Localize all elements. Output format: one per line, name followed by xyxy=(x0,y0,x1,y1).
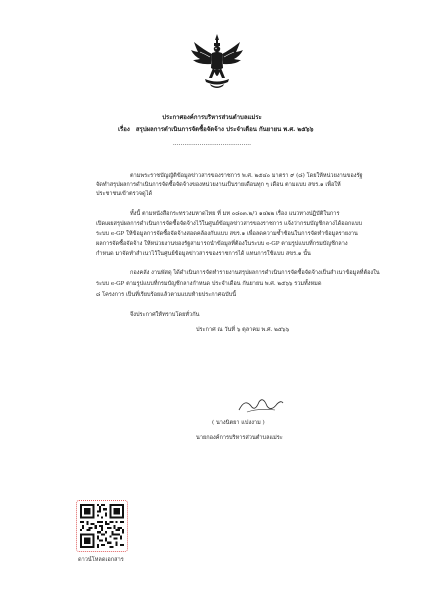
signatory-name: ( นางนิตยา แปงงาม ) xyxy=(212,420,265,426)
announcement-date: ประกาศ ณ วันที่ ๖ ตุลาคม พ.ศ. ๒๕๖๖ xyxy=(196,327,290,333)
paragraph-1-line: จัดทำสรุปผลการดำเนินการจัดซื้อจัดจ้างของหน่วยงานเป็นรายเดือนทุก ๆ เดือน ตามแบบ สขร.๑ เพื่อให้ xyxy=(96,182,341,188)
paragraph-2-line: ผลการจัดซื้อจัดจ้าง ให้หน่วยงานของรัฐสามารถนำข้อมูลที่ต้องในระบบ e-GP ตามรูปแบบที่กรมบัญชีกลาง xyxy=(96,241,348,247)
paragraph-3-line: ๘ โครงการ เป็นที่เรียบร้อยแล้วตามแบบท้ายประกาศฉบับนี้ xyxy=(96,292,237,298)
paragraph-1-line: ประชาชนเข้าตรวจดูได้ xyxy=(96,191,153,197)
qr-caption: ดาวน์โหลดเอกสาร xyxy=(78,557,124,563)
qr-code-icon xyxy=(80,504,124,548)
signature-mark xyxy=(237,394,285,416)
subject-text: สรุปผลการดำเนินการจัดซื้อจัดจ้าง ประจำเดือน กันยายน พ.ศ. ๒๕๖๖ xyxy=(135,126,314,133)
garuda-emblem-icon xyxy=(190,32,244,90)
paragraph-2-line: เปิดเผยสรุปผลการดำเนินการจัดซื้อจัดจ้างไว้ในศูนย์ข้อมูลข่าวสารของราชการ แจ้งว่ากรมบัญชีกลางได้ออกแบบ xyxy=(96,221,363,227)
title-separator: ......................................... xyxy=(172,140,252,147)
document-subject xyxy=(118,124,313,134)
closing-statement: จึงประกาศให้ทราบโดยทั่วกัน xyxy=(130,312,200,318)
document-title: ประกาศองค์การบริหารส่วนตำบลแม่ระ xyxy=(162,114,262,121)
paragraph-1-line: ตามพระราชบัญญัติข้อมูลข่าวสารของราชการ พ.ศ. ๒๕๔๐ มาตรา ๙ (๘) โดยให้หน่วยงานของรัฐ xyxy=(130,173,363,179)
subject-label: เรื่อง xyxy=(118,126,130,133)
paragraph-2-line: กำหนด มาจัดทำสำเนาไว้ในศูนย์ข้อมูลข่าวสารของราชการได้ แทนการใช้แบบ สขร.๑ นั้น xyxy=(96,251,311,257)
signatory-position: นายกองค์การบริหารส่วนตำบลแม่ระ xyxy=(196,435,283,441)
paragraph-2-line: ระบบ e-GP ให้ข้อมูลการจัดซื้อจัดจ้างสอดคล้องกับแบบ สขร.๑ เพื่อลดความซ้ำซ้อนในการจัดทำข้อมูลรายงาน xyxy=(96,231,358,237)
paragraph-3-line: ระบบ e-GP ตามรูปแบบที่กรมบัญชีกลางกำหนด ประจำเดือน กันยายน พ.ศ. ๒๕๖๖ รวมทั้งหมด xyxy=(96,281,322,287)
paragraph-3-line: กองคลัง งานพัสดุ ได้ดำเนินการจัดทำรายงานสรุปผลการดำเนินการจัดซื้อจัดจ้างเป็นสำเนาข้อมูลที่ต้องใน xyxy=(130,270,380,276)
download-qr-code[interactable] xyxy=(76,500,128,552)
paragraph-2-line: ทั้งนี้ ตามหนังสือกระทรวงมหาดไทย ที่ มท ๐๘๐๓.๒/ว ๑๔๒๒ เรื่อง แนวทางปฏิบัติในการ xyxy=(130,211,340,217)
